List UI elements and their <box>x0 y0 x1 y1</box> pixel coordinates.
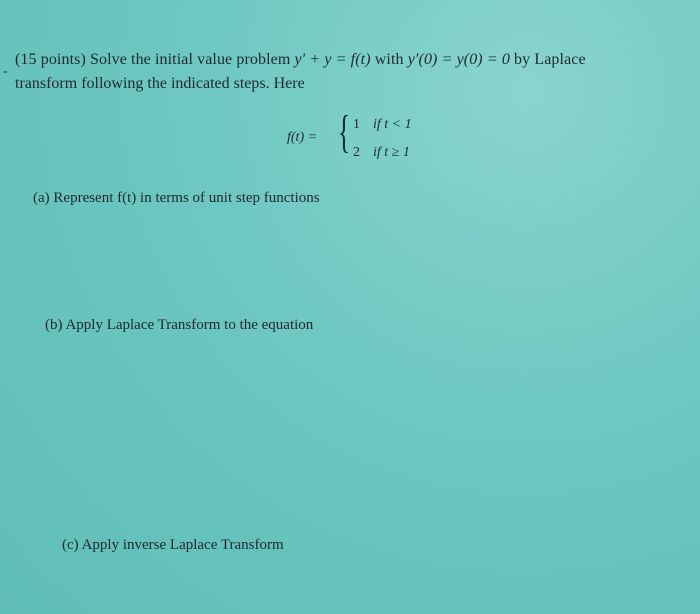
margin-mark: - <box>3 64 8 79</box>
case-1-condition: if t < 1 <box>373 117 412 132</box>
part-c-text: Apply inverse Laplace Transform <box>81 537 284 553</box>
problem-statement-line2: transform following the indicated steps. Here <box>15 75 305 92</box>
case-2-condition: if t ≥ 1 <box>373 145 410 160</box>
part-a-label: (a) <box>33 190 50 206</box>
differential-equation: y′ + y = f(t) <box>294 51 371 68</box>
problem-statement-line1 <box>15 51 586 69</box>
case-2-value: 2 <box>353 145 360 160</box>
problem-intro: (15 points) Solve the initial value problem <box>15 51 291 68</box>
piecewise-lhs: f(t) = <box>287 130 318 145</box>
part-b-text: Apply Laplace Transform to the equation <box>65 317 314 333</box>
problem-tail: by Laplace <box>514 51 586 68</box>
part-a <box>33 190 320 207</box>
left-brace: { <box>338 106 351 157</box>
part-a-text: Represent f(t) in terms of unit step functions <box>53 190 320 206</box>
piecewise-case-1 <box>353 117 412 133</box>
piecewise-function <box>287 106 447 165</box>
part-b <box>45 317 313 334</box>
part-c-label: (c) <box>62 537 79 553</box>
part-b-label: (b) <box>45 317 63 333</box>
piecewise-case-2 <box>353 145 410 161</box>
case-1-value: 1 <box>353 117 360 132</box>
with-word: with <box>374 51 404 68</box>
part-c <box>62 537 284 554</box>
initial-conditions: y′(0) = y(0) = 0 <box>407 51 510 68</box>
